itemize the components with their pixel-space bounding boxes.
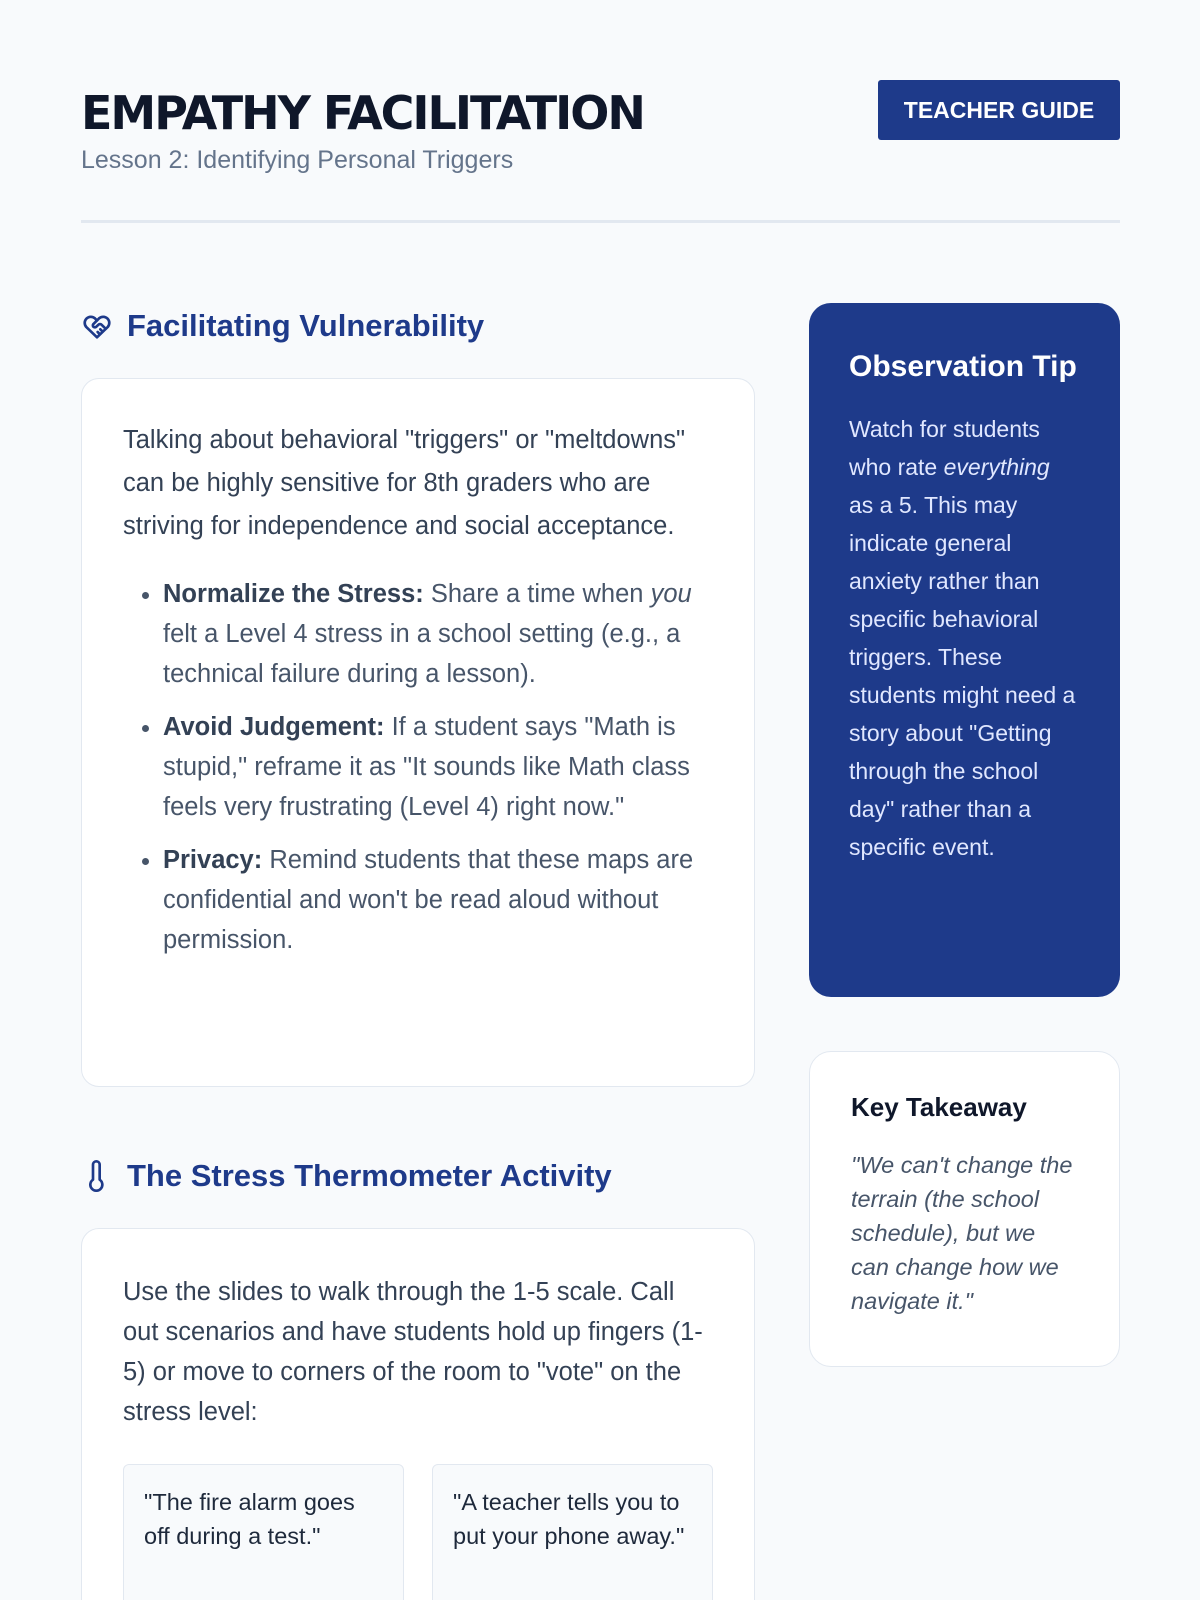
section-heading-thermometer [81, 1158, 612, 1194]
thermometer-icon [81, 1160, 113, 1192]
scenario-card: "A teacher tells you to put your phone away." [432, 1464, 713, 1600]
section-title: Facilitating Vulnerability [127, 308, 485, 343]
tip-text: Share a time when [423, 580, 651, 608]
tip-emphasis: everything [943, 454, 1050, 480]
section-heading-vulnerability [81, 308, 484, 344]
list-item [163, 574, 714, 694]
tip-text: Remind students that these maps are confidential and won't be read aloud without permission. [163, 846, 694, 954]
heart-handshake-icon [81, 310, 113, 342]
teacher-guide-button[interactable]: TEACHER GUIDE [878, 80, 1120, 140]
tip-emphasis: you [650, 580, 692, 608]
scenario-list [123, 1464, 714, 1600]
list-item [163, 840, 714, 960]
key-takeaway-panel [809, 1051, 1120, 1367]
takeaway-quote: "We can't change the terrain (the school schedule), but we can change how we navigate it." [851, 1152, 1073, 1314]
observation-tip-panel [809, 303, 1120, 997]
tip-text: Watch for students who rate [849, 416, 1040, 480]
takeaway-title: Key Takeaway [851, 1092, 1027, 1122]
vulnerability-intro: Talking about behavioral "triggers" or "meltdowns" can be highly sensitive for 8th graders who are striving for independence and social acceptance. [123, 426, 686, 540]
lesson-subtitle: Lesson 2: Identifying Personal Triggers [81, 146, 514, 174]
page-title: EMPATHY FACILITATION [81, 86, 644, 140]
tip-label: Privacy: [163, 846, 263, 874]
facilitation-tips-list [123, 574, 714, 960]
tip-title: Observation Tip [849, 350, 1077, 383]
tip-text: as a 5. This may indicate general anxiety rather than specific behavioral triggers. These students might need a story about "Getting through the school day" rather than a specific event. [849, 492, 1076, 860]
thermometer-intro: Use the slides to walk through the 1-5 scale. Call out scenarios and have students hold up fingers (1-5) or move to corners of the room to "vote" on the stress level: [123, 1278, 703, 1426]
tip-text: If a student says "Math is stupid," reframe it as "It sounds like Math class feels very frustrating (Level 4) right now." [163, 713, 690, 821]
tip-label: Normalize the Stress: [163, 580, 424, 608]
thermometer-card [81, 1228, 755, 1600]
list-item [163, 707, 714, 827]
tip-body [849, 410, 1080, 866]
page-header [81, 80, 1120, 223]
tip-label: Avoid Judgement: [163, 713, 385, 741]
scenario-card: "The fire alarm goes off during a test." [123, 1464, 404, 1600]
vulnerability-card [81, 378, 755, 1087]
tip-text: felt a Level 4 stress in a school setting (e.g., a technical failure during a lesson). [163, 620, 681, 688]
section-title: The Stress Thermometer Activity [127, 1158, 612, 1193]
